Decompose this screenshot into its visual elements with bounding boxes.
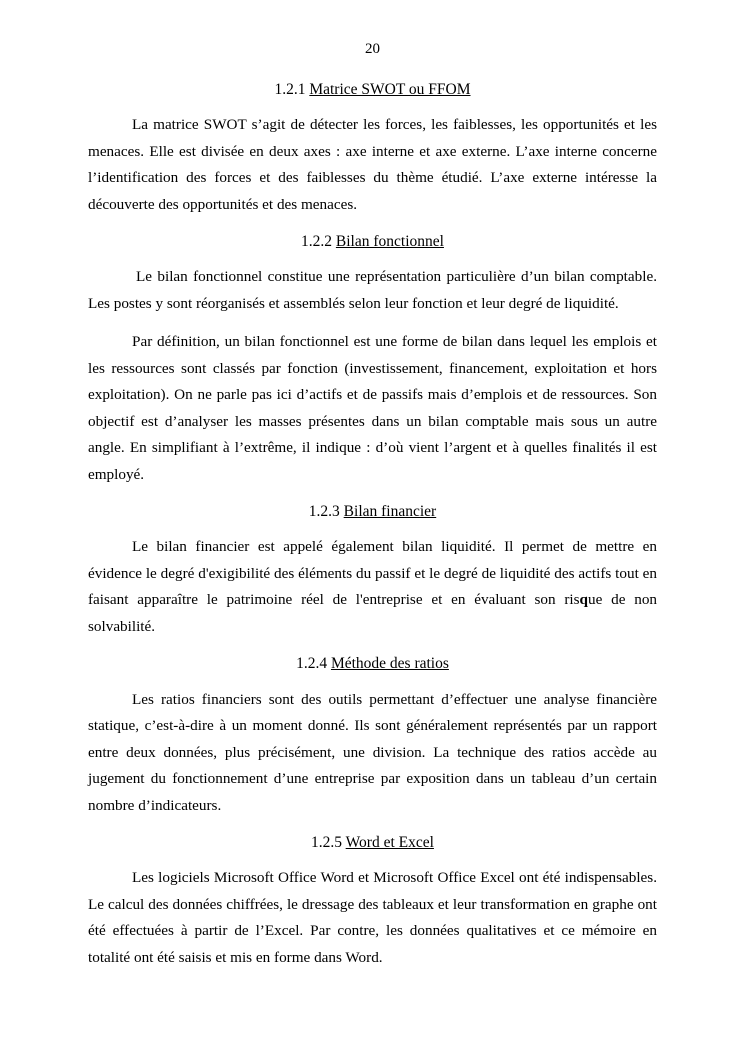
section-number: 1.2.2 [301, 233, 333, 251]
section-title: Méthode des ratios [330, 655, 449, 673]
section-heading-1-2-1 [88, 80, 657, 100]
section-heading-1-2-2 [88, 232, 657, 252]
section-title: Word et Excel [345, 834, 434, 852]
paragraph: Le bilan financier est appelé également bilan liquidité. Il permet de mettre en évidence le degré d'exigibilité des éléments du passif et le degré de liquidité des actifs tout en faisant apparaître le patrimoine réel de l'entreprise et en évaluant son risque de non solvabilité. [88, 538, 658, 635]
paragraph: La matrice SWOT s’agit de détecter les forces, les faiblesses, les opportunités et les menaces. Elle est divisée en deux axes : axe interne et axe externe. L’axe interne concerne l’identification des forces et des faiblesses du thème étudié. L’axe externe intéresse la découverte des opportunités et des menaces. [88, 116, 657, 213]
section-heading-1-2-5 [88, 833, 657, 853]
section-title: Bilan financier [343, 503, 437, 521]
paragraph: Par définition, un bilan fonctionnel est une forme de bilan dans lequel les emplois et les ressources sont classés par fonction (investissement, financement, exploitation et hors exploitation). On ne parle pas ici d’actifs et de passifs mais d’emplois et de ressources. Son objectif est d’analyser les masses présentes dans un bilan comptable mais sous un autre angle. En simplifiant à l’extrême, il indique : d’où vient l’argent et à quelles finalités il est employé. [88, 333, 657, 483]
page-number: 20 [365, 41, 380, 57]
section-heading-1-2-3 [88, 502, 657, 522]
paragraph: Les ratios financiers sont des outils permettant d’effectuer une analyse financière statique, c’est-à-dire à un moment donné. Ils sont généralement représentés par un rapport entre deux données, plus précisément, une division. La technique des ratios accède au jugement du fonctionnement d’une entreprise par exposition dans un tableau d’un certain nombre d’indicateurs. [88, 690, 657, 814]
section-title: Matrice SWOT ou FFOM [309, 81, 471, 98]
section-heading-1-2-4 [88, 654, 657, 674]
section-number: 1.2.3 [308, 503, 340, 521]
paragraph: Les logiciels Microsoft Office Word et Microsoft Office Excel ont été indispensables. Le calcul des données chiffrées, le dressage des tableaux et leur transformation en graphe ont été effectuées à partir de l’Excel. Par contre, les données qualitatives et ce mémoire en totalité ont été saisis et mis en forme dans Word. [88, 869, 657, 966]
paragraph: Le bilan fonctionnel constitue une représentation particulière d’un bilan comptable. Les postes y sont réorganisés et assemblés selon leur fonction et leur degré de liquidité. [88, 268, 657, 312]
section-number: 1.2.4 [296, 655, 328, 673]
section-number: 1.2.5 [311, 834, 343, 852]
section-title: Bilan fonctionnel [335, 233, 444, 251]
section-number: 1.2.1 [274, 81, 306, 98]
